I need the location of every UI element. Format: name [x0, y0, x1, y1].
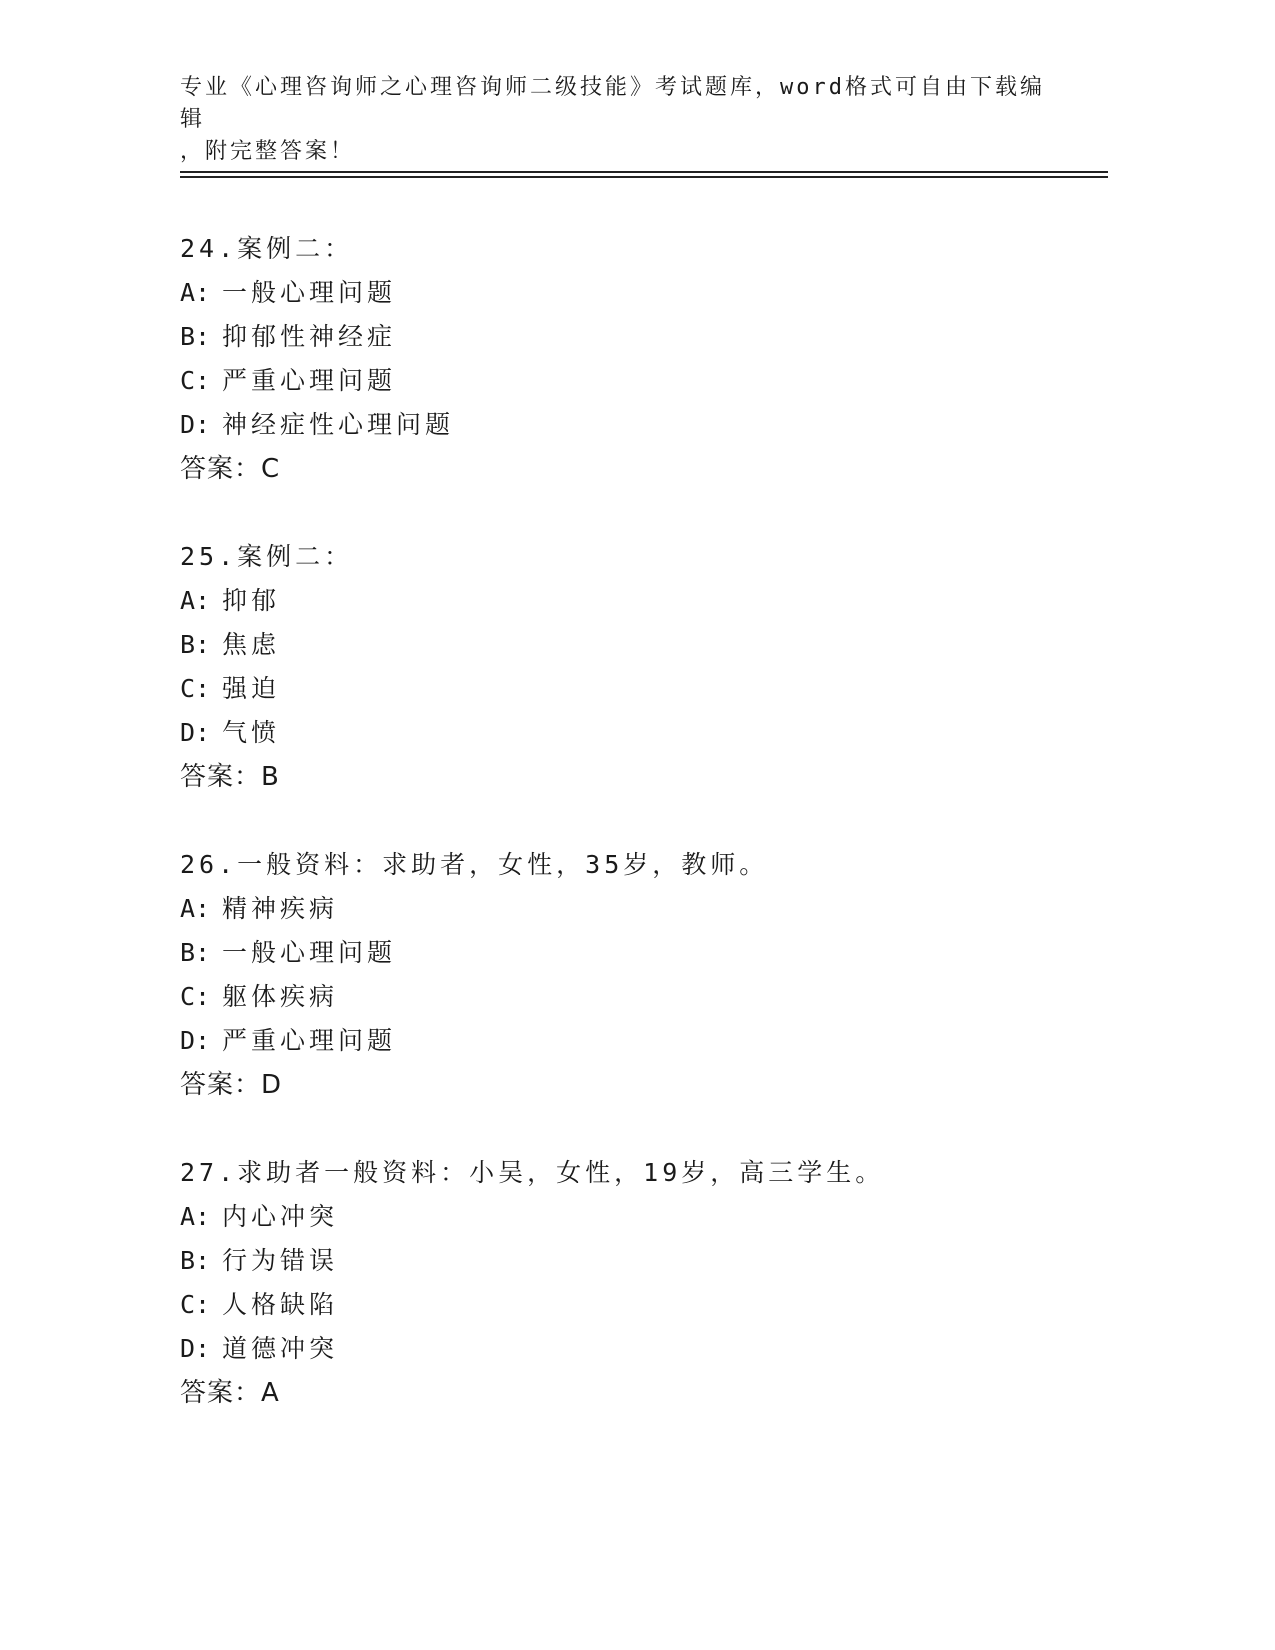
option-label: A:: [180, 586, 211, 615]
option-b: [180, 315, 1080, 359]
document-header: [180, 72, 1060, 168]
question-26: [180, 843, 1080, 1107]
option-text: 行为错误: [222, 1246, 339, 1275]
question-25: [180, 535, 1080, 799]
option-label: B:: [180, 1246, 211, 1275]
question-stem: 25.案例二：: [180, 542, 354, 571]
option-b: [180, 931, 1080, 975]
question-stem: 24.案例二：: [180, 234, 354, 263]
option-label: D:: [180, 1026, 211, 1055]
option-text: 气愤: [222, 718, 281, 747]
question-list: [180, 227, 1080, 1459]
option-text: 一般心理问题: [222, 278, 397, 307]
option-label: B:: [180, 938, 211, 967]
option-label: A:: [180, 1202, 211, 1231]
option-text: 人格缺陷: [222, 1290, 339, 1319]
option-c: [180, 975, 1080, 1019]
option-text: 内心冲突: [222, 1202, 339, 1231]
option-label: B:: [180, 630, 211, 659]
question-stem: 27.求助者一般资料：小吴，女性，19岁，高三学生。: [180, 1158, 885, 1187]
option-label: C:: [180, 674, 211, 703]
option-label: A:: [180, 894, 211, 923]
question-24: [180, 227, 1080, 491]
question-27: [180, 1151, 1080, 1415]
header-divider-top: [180, 171, 1108, 173]
answer-line: 答案：B: [180, 762, 280, 792]
option-a: [180, 271, 1080, 315]
option-text: 抑郁性神经症: [222, 322, 397, 351]
option-c: [180, 359, 1080, 403]
question-stem: 26.一般资料：求助者，女性，35岁，教师。: [180, 850, 769, 879]
option-label: A:: [180, 278, 211, 307]
option-label: C:: [180, 366, 211, 395]
option-b: [180, 623, 1080, 667]
option-d: [180, 1019, 1080, 1063]
option-label: D:: [180, 1334, 211, 1363]
option-label: C:: [180, 1290, 211, 1319]
option-text: 一般心理问题: [222, 938, 397, 967]
option-text: 严重心理问题: [222, 366, 397, 395]
option-a: [180, 1195, 1080, 1239]
option-text: 严重心理问题: [222, 1026, 397, 1055]
option-label: C:: [180, 982, 211, 1011]
option-a: [180, 579, 1080, 623]
option-text: 焦虑: [222, 630, 281, 659]
header-line-2: ，附完整答案！: [180, 139, 356, 164]
option-b: [180, 1239, 1080, 1283]
option-d: [180, 711, 1080, 755]
option-c: [180, 667, 1080, 711]
option-text: 躯体疾病: [222, 982, 339, 1011]
option-text: 神经症性心理问题: [222, 410, 455, 439]
option-label: D:: [180, 718, 211, 747]
header-divider-bottom: [180, 176, 1108, 178]
option-text: 精神疾病: [222, 894, 339, 923]
answer-line: 答案：A: [180, 1378, 280, 1408]
option-d: [180, 1327, 1080, 1371]
header-line-1: 专业《心理咨询师之心理咨询师二级技能》考试题库，word格式可自由下载编辑: [180, 75, 1045, 132]
answer-line: 答案：D: [180, 1070, 283, 1100]
option-label: B:: [180, 322, 211, 351]
option-c: [180, 1283, 1080, 1327]
option-a: [180, 887, 1080, 931]
option-text: 强迫: [222, 674, 281, 703]
option-label: D:: [180, 410, 211, 439]
answer-line: 答案：C: [180, 454, 281, 484]
option-d: [180, 403, 1080, 447]
option-text: 道德冲突: [222, 1334, 339, 1363]
option-text: 抑郁: [222, 586, 281, 615]
